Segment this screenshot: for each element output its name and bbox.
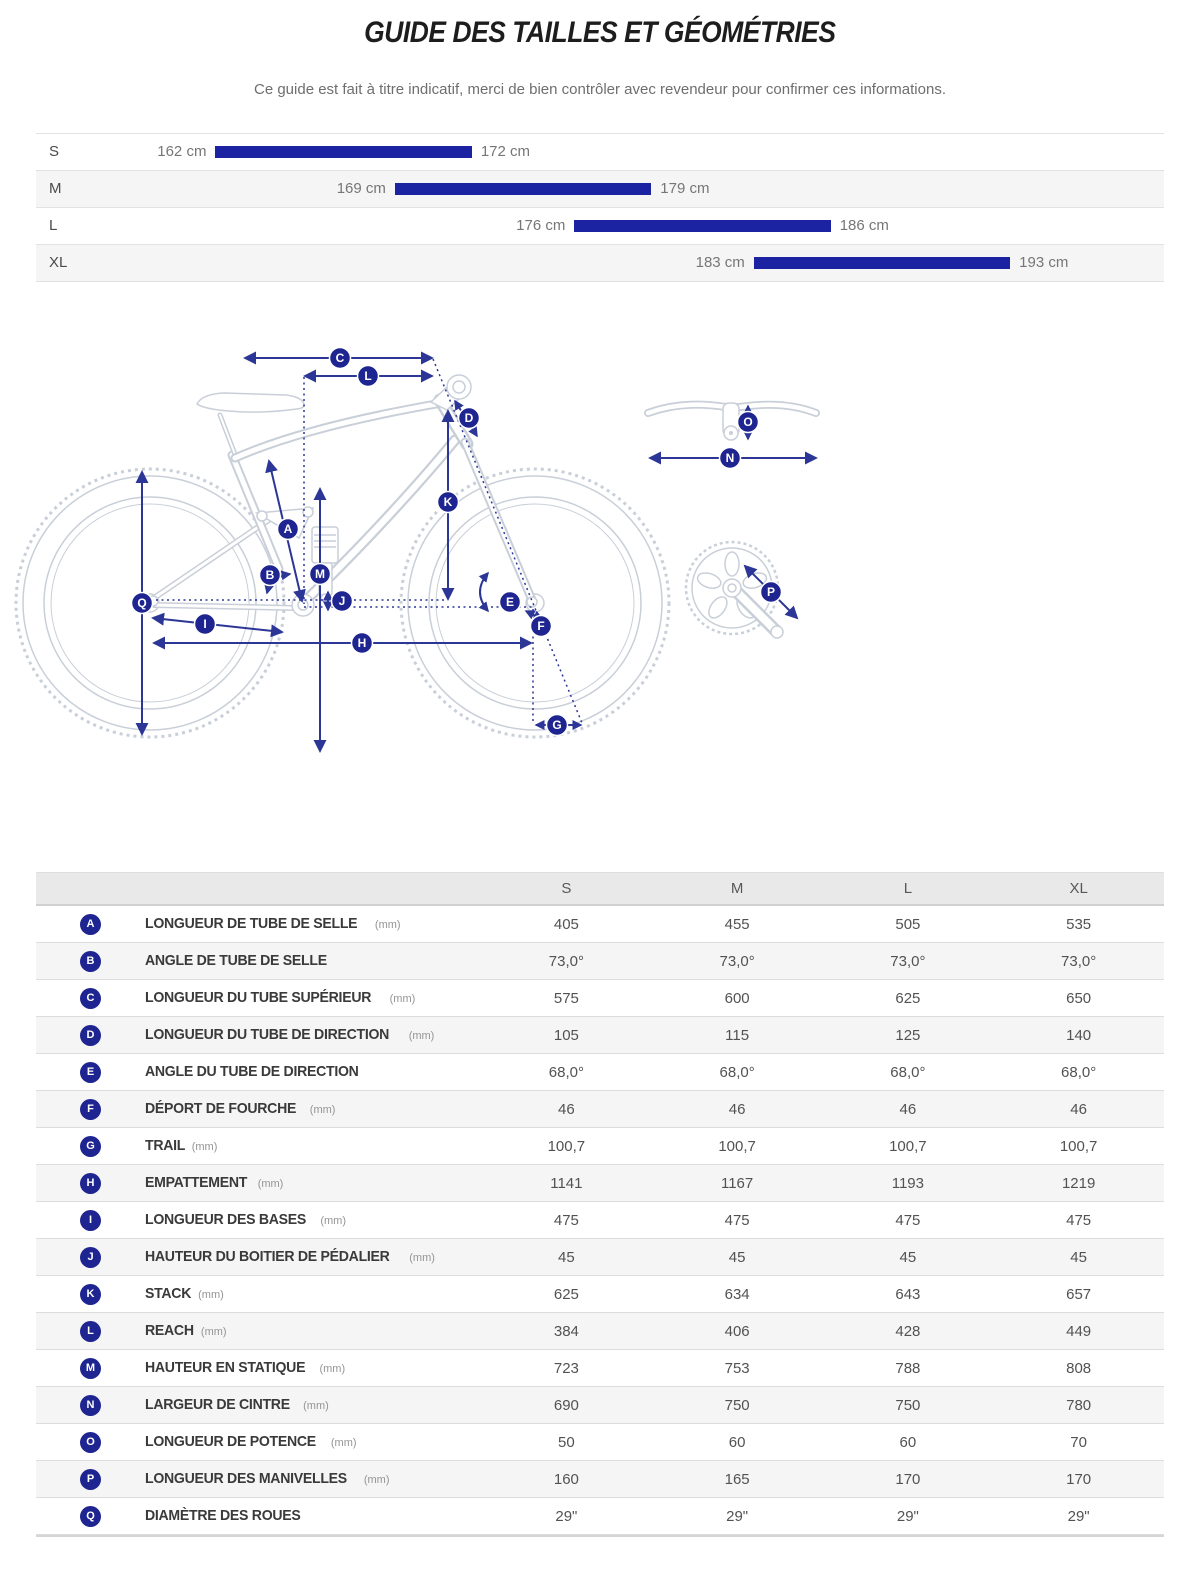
shock-absorber [312,527,338,563]
row-value: 1141 [550,1174,583,1192]
row-value: 100,7 [718,1137,756,1155]
row-value: 68,0° [719,1063,755,1081]
diagram-badge-n [720,448,741,469]
row-value: 643 [895,1285,921,1303]
height-range-bar [157,143,531,160]
row-value: 73,0° [719,952,755,970]
range-max-label: 186 cm [839,217,889,234]
row-value: 50 [558,1433,575,1451]
row-letter-badge: C [80,988,101,1009]
column-header: L [903,880,913,897]
row-value: 657 [1066,1285,1092,1303]
row-unit: (mm) [316,1363,346,1375]
row-label: LONGUEUR DE TUBE DE SELLE [145,915,358,932]
row-value: 575 [553,989,579,1007]
row-value: 535 [1066,915,1092,933]
svg-text:L: L [364,369,372,384]
row-letter-badge: F [80,1099,101,1120]
row-unit: (mm) [306,1104,336,1116]
row-unit: (mm) [188,1141,218,1153]
row-value: 70 [1070,1433,1087,1451]
row-unit: (mm) [371,919,401,931]
row-label: LONGUEUR DU TUBE SUPÉRIEUR [145,989,372,1006]
table-row [36,943,1164,980]
row-letter-badge: G [80,1136,101,1157]
row-label: REACH [145,1322,194,1339]
svg-text:A: A [283,522,293,537]
table-row [36,1239,1164,1276]
row-value: 160 [553,1470,579,1488]
row-value: 428 [895,1322,921,1340]
row-value: 475 [724,1211,750,1229]
row-letter-badge: A [80,914,101,935]
row-value: 100,7 [889,1137,927,1155]
bike-illustration [148,375,537,616]
range-min-label: 176 cm [516,217,566,234]
row-label: DIAMÈTRE DES ROUES [145,1507,301,1524]
table-row [36,1424,1164,1461]
row-value: 170 [895,1470,921,1488]
diagram-badge-k [438,492,459,513]
row-letter-badge: B [80,951,101,972]
size-row [36,245,1164,282]
row-value: 29" [896,1507,919,1525]
row-letter-badge: Q [80,1506,101,1527]
row-value: 140 [1066,1026,1092,1044]
table-row [36,1128,1164,1165]
range-max-label: 172 cm [480,143,531,160]
row-value: 170 [1066,1470,1092,1488]
column-header: M [730,880,744,897]
size-chart [36,133,1164,282]
saddle [197,393,304,412]
row-value: 100,7 [547,1137,586,1155]
row-unit: (mm) [386,993,416,1005]
svg-text:O: O [743,415,753,430]
size-label: S [49,143,60,160]
row-value: 475 [895,1211,921,1229]
row-value: 406 [724,1322,750,1340]
row-value: 73,0° [1061,952,1097,970]
svg-text:Q: Q [137,596,147,611]
row-value: 45 [899,1248,917,1266]
row-value: 46 [899,1100,917,1118]
measure-arrow-e [480,573,488,611]
svg-text:E: E [505,595,515,610]
row-letter-badge: D [80,1025,101,1046]
size-label: M [49,180,62,197]
row-value: 475 [553,1211,579,1229]
row-value: 625 [553,1285,579,1303]
range-min-label: 169 cm [336,180,386,197]
row-value: 45 [728,1248,746,1266]
diagram-badge-i [195,614,216,635]
svg-text:I: I [203,617,207,632]
svg-text:K: K [443,495,453,510]
svg-text:J: J [338,594,346,609]
row-value: 634 [724,1285,750,1303]
handlebar-illustration [648,403,816,440]
row-letter-badge: L [80,1321,101,1342]
row-value: 45 [558,1248,575,1266]
row-unit: (mm) [360,1474,390,1486]
diagram-badge-g [547,715,568,736]
row-value: 753 [724,1359,750,1377]
table-row [36,1054,1164,1091]
svg-text:D: D [464,411,474,426]
diagram-badge-c [330,348,351,369]
table-row [36,1276,1164,1313]
row-value: 115 [725,1026,750,1044]
diagram-badge-l [358,366,379,387]
row-letter-badge: E [80,1062,101,1083]
svg-text:C: C [335,351,345,366]
height-range-bar [336,180,710,197]
svg-text:N: N [725,451,735,466]
table-row [36,980,1164,1017]
row-value: 690 [553,1396,579,1414]
table-row [36,1017,1164,1054]
height-range-bar [516,217,889,234]
diagram-badge-e [500,592,521,613]
table-row [36,1350,1164,1387]
row-value: 780 [1066,1396,1092,1414]
diagram-badge-q [132,593,153,614]
diagram-badge-m [310,564,331,585]
page-subtitle: Ce guide est fait à titre indicatif, merci de bien contrôler avec revendeur pour confirmer ces informations. [254,81,946,98]
diagram-badge-f [531,616,552,637]
column-header: S [561,880,572,897]
size-row [36,208,1164,245]
row-label: HAUTEUR EN STATIQUE [145,1359,306,1376]
diagram-badge-j [332,591,353,612]
row-unit: (mm) [327,1437,357,1449]
row-label: TRAIL [145,1137,186,1154]
column-header: XL [1069,880,1088,897]
row-value: 68,0° [890,1063,926,1081]
row-label: LONGUEUR DES MANIVELLES [145,1470,347,1487]
row-letter-badge: O [80,1432,101,1453]
row-value: 60 [899,1433,917,1451]
row-value: 73,0° [548,952,584,970]
row-letter-badge: H [80,1173,101,1194]
page-title: GUIDE DES TAILLES ET GÉOMÉTRIES [364,16,836,49]
range-max-label: 193 cm [1019,254,1069,271]
row-letter-badge: K [80,1284,101,1305]
row-value: 105 [553,1026,579,1044]
table-row [36,1202,1164,1239]
row-value: 29" [726,1507,749,1525]
row-value: 750 [895,1396,921,1414]
table-row [36,1165,1164,1202]
geometry-table [36,872,1164,1537]
size-label: L [49,217,58,234]
size-label: XL [49,254,68,271]
diagram-badge-o [738,412,759,433]
svg-text:B: B [265,568,275,583]
row-value: 449 [1066,1322,1092,1340]
row-value: 1167 [720,1174,754,1192]
row-unit: (mm) [406,1252,435,1264]
row-value: 625 [895,989,921,1007]
row-value: 29" [1067,1507,1090,1525]
geometry-diagram [0,315,1200,790]
diagram-badge-h [352,633,373,654]
row-value: 475 [1066,1211,1092,1229]
diagram-badge-p [761,582,782,603]
table-row [36,1461,1164,1498]
table-header-row [36,873,1164,906]
row-value: 1193 [891,1174,924,1192]
row-label: ANGLE DU TUBE DE DIRECTION [145,1063,359,1080]
row-label: LARGEUR DE CINTRE [145,1396,290,1413]
row-letter-badge: M [80,1358,101,1379]
row-unit: (mm) [195,1289,224,1301]
row-value: 46 [558,1100,575,1118]
range-min-label: 162 cm [157,143,207,160]
row-label: LONGUEUR DU TUBE DE DIRECTION [145,1026,390,1043]
row-unit: (mm) [300,1400,329,1412]
svg-text:G: G [552,718,562,733]
size-row [36,134,1164,171]
table-row [36,1387,1164,1424]
row-label: STACK [145,1285,192,1302]
svg-text:H: H [357,636,367,651]
row-value: 29" [555,1507,578,1525]
range-min-label: 183 cm [695,254,745,271]
size-row [36,171,1164,208]
diagram-badge-a [278,519,299,540]
row-value: 46 [1070,1100,1087,1118]
row-unit: (mm) [197,1326,227,1338]
row-value: 808 [1066,1359,1092,1377]
row-value: 68,0° [548,1063,584,1081]
row-value: 650 [1066,989,1092,1007]
row-letter-badge: J [80,1247,101,1268]
row-unit: (mm) [254,1178,284,1190]
row-value: 455 [724,915,750,933]
row-value: 125 [895,1026,921,1044]
row-label: EMPATTEMENT [145,1174,248,1191]
row-value: 46 [728,1100,746,1118]
diagram-badge-b [260,565,281,586]
measure-arrow-i [153,618,282,632]
table-row [36,1498,1164,1535]
row-unit: (mm) [317,1215,347,1227]
table-row [36,1313,1164,1350]
row-value: 384 [553,1322,579,1340]
row-letter-badge: N [80,1395,101,1416]
row-label: LONGUEUR DE POTENCE [145,1433,316,1450]
row-value: 750 [724,1396,750,1414]
row-letter-badge: I [80,1210,101,1231]
row-value: 1219 [1061,1174,1096,1192]
row-label: HAUTEUR DU BOITIER DE PÉDALIER [145,1248,390,1265]
row-value: 788 [895,1359,921,1377]
row-value: 73,0° [890,952,926,970]
svg-text:M: M [315,567,325,582]
row-value: 60 [728,1433,746,1451]
range-max-label: 179 cm [660,180,710,197]
diagram-badge-d [459,408,480,429]
row-label: DÉPORT DE FOURCHE [145,1100,297,1117]
row-value: 723 [553,1359,579,1377]
row-value: 100,7 [1059,1137,1098,1155]
table-row [36,1091,1164,1128]
row-value: 68,0° [1061,1063,1097,1081]
geometry-diagram-svg [0,315,1200,790]
table-row [36,906,1164,943]
svg-text:P: P [766,585,776,600]
height-range-bar [695,254,1069,271]
row-value: 165 [724,1470,750,1488]
row-value: 45 [1070,1248,1087,1266]
row-value: 505 [895,915,921,933]
row-value: 405 [553,915,579,933]
row-label: ANGLE DE TUBE DE SELLE [145,952,327,969]
row-unit: (mm) [405,1030,435,1042]
row-letter-badge: P [80,1469,101,1490]
row-label: LONGUEUR DES BASES [145,1211,307,1228]
title-area [0,0,1200,50]
svg-text:F: F [537,619,545,634]
row-value: 600 [724,989,750,1007]
